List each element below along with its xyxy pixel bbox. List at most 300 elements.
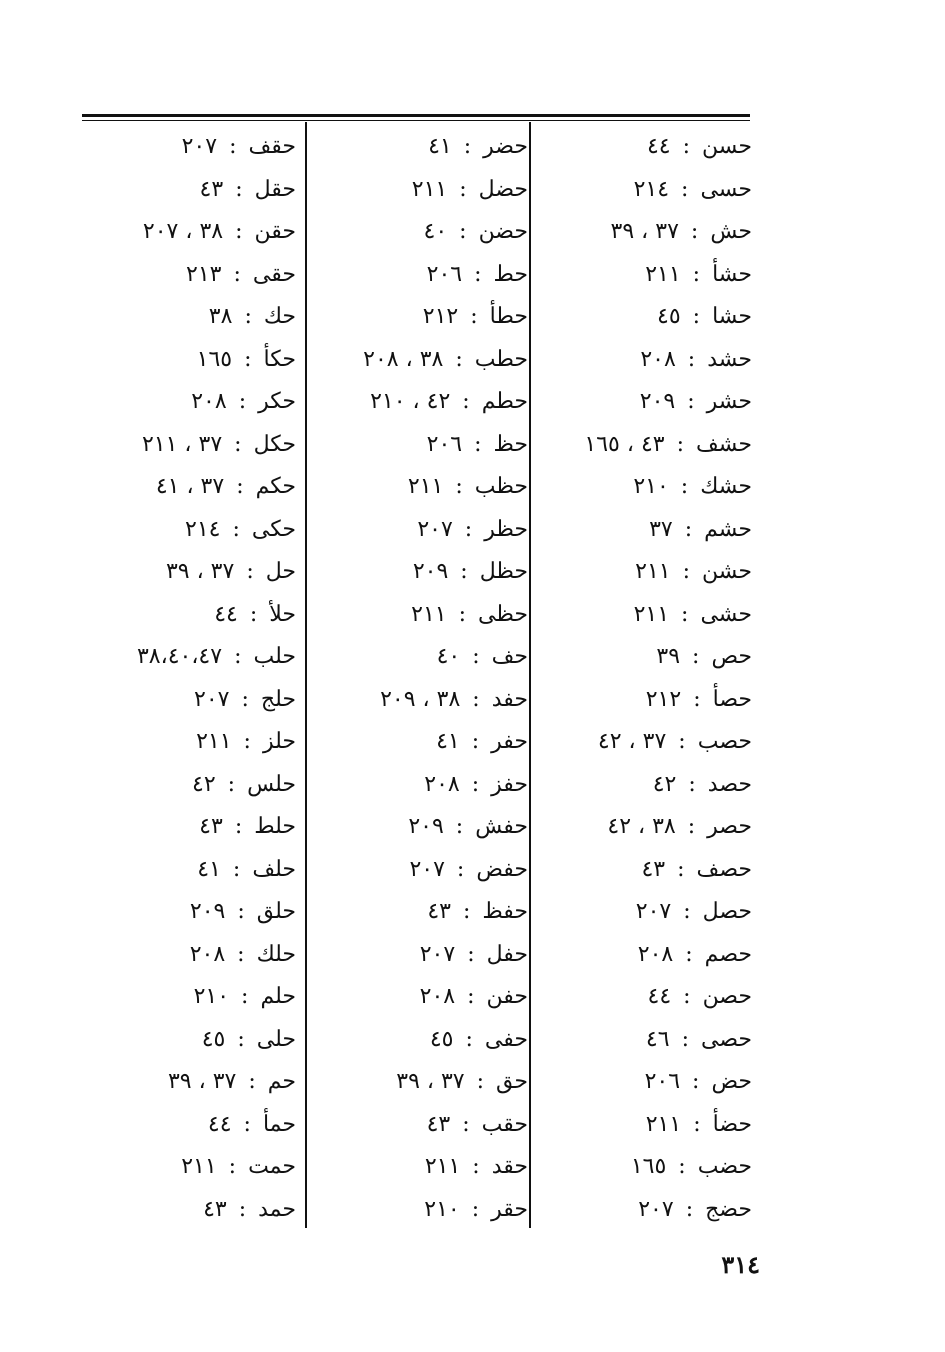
index-entry xyxy=(536,849,758,892)
entry-separator: : xyxy=(687,814,696,839)
entry-separator: : xyxy=(474,431,482,457)
index-entry xyxy=(536,679,758,722)
entry-word: حفظ xyxy=(482,899,528,924)
index-entry xyxy=(312,1019,534,1062)
entry-word: حص xyxy=(711,644,752,669)
entry-page-refs: ٤٥ xyxy=(429,1026,454,1052)
entry-separator: : xyxy=(683,984,691,1009)
entry-separator: : xyxy=(692,304,701,329)
index-column-middle xyxy=(312,126,534,1231)
index-entry xyxy=(80,1061,302,1104)
entry-word: حصر xyxy=(707,814,752,839)
entry-separator: : xyxy=(682,134,691,159)
entry-word: حشن xyxy=(702,559,752,584)
entry-separator: : xyxy=(693,1111,701,1137)
index-entry xyxy=(80,126,302,169)
index-entry xyxy=(80,1104,302,1147)
entry-separator: : xyxy=(680,474,689,499)
entry-page-refs: ٤٣ xyxy=(203,1196,227,1222)
entry-word: حكر xyxy=(258,389,296,414)
entry-page-refs: ٣٧ ، ٤١ xyxy=(155,474,225,499)
entry-page-refs: ٢١٠ xyxy=(424,1196,460,1222)
entry-separator: : xyxy=(682,559,691,584)
entry-word: حل xyxy=(265,559,296,584)
entry-separator: : xyxy=(463,134,472,159)
entry-word: حفى xyxy=(484,1026,528,1052)
entry-separator: : xyxy=(234,644,242,669)
entry-separator: : xyxy=(455,814,464,839)
index-entry xyxy=(536,296,758,339)
entry-separator: : xyxy=(684,516,693,542)
index-entry xyxy=(536,1019,758,1062)
entry-page-refs: ٢٠٦ xyxy=(426,431,463,457)
index-entry xyxy=(536,976,758,1019)
entry-page-refs: ٣٨،٤٠،٤٧ xyxy=(136,644,223,669)
entry-separator: : xyxy=(456,856,465,882)
index-entry xyxy=(536,1146,758,1189)
entry-separator: : xyxy=(232,856,241,882)
entry-word: حطب xyxy=(474,346,528,372)
index-entry xyxy=(536,254,758,297)
entry-page-refs: ٣٧ ، ٢١١ xyxy=(141,431,223,457)
entry-page-refs: ٤٣ xyxy=(199,176,224,202)
index-entry xyxy=(80,636,302,679)
entry-word: حلق xyxy=(256,899,296,924)
index-entry xyxy=(312,1104,534,1147)
entry-page-refs: ٣٧ xyxy=(649,516,673,542)
entry-page-refs: ٤٣ ، ١٦٥ xyxy=(584,431,665,457)
entry-word: حمت xyxy=(248,1154,296,1179)
index-entry xyxy=(536,169,758,212)
index-entry xyxy=(312,764,534,807)
index-column-right xyxy=(536,126,758,1231)
entry-separator: : xyxy=(462,389,470,414)
entry-word: حلب xyxy=(253,644,296,669)
index-entry xyxy=(80,1146,302,1189)
entry-separator: : xyxy=(227,771,236,797)
entry-word: حش xyxy=(710,219,752,244)
entry-separator: : xyxy=(460,559,468,584)
entry-separator: : xyxy=(459,176,467,202)
index-entry xyxy=(312,424,534,467)
index-entry xyxy=(312,211,534,254)
entry-word: حفن xyxy=(486,984,528,1009)
entry-separator: : xyxy=(237,1026,245,1052)
entry-word: حضن xyxy=(478,219,528,244)
entry-word: حمأ xyxy=(262,1111,296,1137)
entry-word: حلط xyxy=(254,814,296,839)
entry-page-refs: ٤٣ xyxy=(426,1111,451,1137)
index-entry xyxy=(80,891,302,934)
entry-separator: : xyxy=(677,856,685,882)
entry-page-refs: ٣٨ ، ٢٠٩ xyxy=(380,686,461,712)
entry-word: حسى xyxy=(700,176,752,202)
index-entry xyxy=(536,806,758,849)
entry-word: حقل xyxy=(254,176,296,202)
entry-page-refs: ٢٠٧ xyxy=(638,1196,674,1222)
index-entry xyxy=(312,551,534,594)
entry-separator: : xyxy=(462,899,471,924)
entry-page-refs: ٢١١ xyxy=(645,1111,682,1137)
entry-page-refs: ٤٤ xyxy=(207,1111,232,1137)
index-entry xyxy=(536,764,758,807)
entry-word: حطأ xyxy=(489,304,528,329)
index-entry xyxy=(312,254,534,297)
entry-word: حلس xyxy=(247,771,296,797)
index-entry xyxy=(312,679,534,722)
index-entry xyxy=(312,296,534,339)
entry-word: حصن xyxy=(702,984,752,1009)
index-entry xyxy=(80,764,302,807)
index-entry xyxy=(536,381,758,424)
entry-separator: : xyxy=(243,729,251,754)
index-entry xyxy=(536,1061,758,1104)
entry-word: حلف xyxy=(252,856,296,882)
entry-page-refs: ١٦٥ xyxy=(630,1154,667,1179)
index-entry xyxy=(312,126,534,169)
entry-separator: : xyxy=(467,941,475,967)
entry-word: حلأ xyxy=(269,601,296,627)
entry-separator: : xyxy=(241,686,249,712)
index-entry xyxy=(536,934,758,977)
entry-separator: : xyxy=(237,899,245,924)
entry-page-refs: ٢٠٨ xyxy=(419,984,456,1009)
entry-page-refs: ٢١١ xyxy=(196,729,232,754)
entry-page-refs: ٣٧ ، ٣٩ xyxy=(167,1069,237,1094)
entry-page-refs: ٤١ xyxy=(436,729,460,754)
entry-separator: : xyxy=(241,984,249,1009)
entry-page-refs: ٢١٠ xyxy=(633,474,669,499)
entry-separator: : xyxy=(688,771,696,797)
entry-page-refs: ٢٠٨ xyxy=(191,389,227,414)
entry-separator: : xyxy=(692,644,700,669)
index-entry xyxy=(536,1104,758,1147)
top-rule-thin xyxy=(82,120,750,121)
entry-page-refs: ٢١١ xyxy=(411,176,448,202)
index-entry xyxy=(80,466,302,509)
entry-page-refs: ٤٣ xyxy=(199,814,223,839)
entry-word: حقر xyxy=(491,1196,528,1222)
entry-word: حصأ xyxy=(712,686,752,712)
entry-word: حكأ xyxy=(263,346,296,372)
index-entry xyxy=(536,551,758,594)
index-entry xyxy=(80,721,302,764)
entry-separator: : xyxy=(243,1111,251,1137)
index-entry xyxy=(312,1061,534,1104)
entry-separator: : xyxy=(462,1111,470,1137)
entry-word: حمد xyxy=(258,1196,296,1222)
entry-page-refs: ٤٣ xyxy=(427,899,451,924)
entry-page-refs: ٤٤ xyxy=(646,134,671,159)
entry-word: حشر xyxy=(706,389,752,414)
entry-separator: : xyxy=(465,1026,473,1052)
entry-separator: : xyxy=(678,729,686,754)
entry-word: حط xyxy=(493,261,528,287)
entry-separator: : xyxy=(690,219,699,244)
entry-page-refs: ٣٨ ، ٢٠٧ xyxy=(142,219,224,244)
entry-word: حفر xyxy=(491,729,528,754)
entry-page-refs: ٢١٣ xyxy=(186,261,222,287)
entry-page-refs: ١٦٥ xyxy=(196,346,233,372)
entry-word: حصم xyxy=(704,941,752,967)
entry-page-refs: ٤١ xyxy=(197,856,221,882)
entry-page-refs: ٢١١ xyxy=(645,261,681,287)
entry-word: حكل xyxy=(253,431,296,457)
entry-page-refs: ٢٠٧ xyxy=(194,686,230,712)
entry-word: حصى xyxy=(700,1026,752,1052)
entry-page-refs: ٢٠٨ xyxy=(189,941,226,967)
entry-page-refs: ٤٢ xyxy=(652,771,677,797)
entry-separator: : xyxy=(249,601,258,627)
index-entry xyxy=(312,169,534,212)
entry-word: حفض xyxy=(476,856,528,882)
entry-separator: : xyxy=(236,474,244,499)
index-entry xyxy=(80,169,302,212)
entry-separator: : xyxy=(687,346,696,372)
index-entry xyxy=(312,509,534,552)
entry-page-refs: ٢٠٧ xyxy=(635,899,672,924)
entry-separator: : xyxy=(470,304,478,329)
index-entry xyxy=(536,891,758,934)
entry-separator: : xyxy=(458,601,467,627)
entry-separator: : xyxy=(476,1069,485,1094)
entry-page-refs: ٤٤ xyxy=(214,601,238,627)
index-entry xyxy=(312,806,534,849)
entry-word: حظل xyxy=(479,559,528,584)
entry-page-refs: ٢١١ xyxy=(411,601,447,627)
index-entry xyxy=(312,636,534,679)
entry-page-refs: ٢٠٨ xyxy=(424,771,460,797)
index-entry xyxy=(312,849,534,892)
index-entry xyxy=(80,339,302,382)
entry-separator: : xyxy=(235,176,243,202)
index-entry xyxy=(312,594,534,637)
entry-page-refs: ٣٨ ، ٤٢ xyxy=(607,814,676,839)
entry-word: حضر xyxy=(483,134,528,159)
entry-page-refs: ٤٢ ، ٢١٠ xyxy=(370,389,451,414)
entry-page-refs: ٢٠٧ xyxy=(181,134,218,159)
index-column-left xyxy=(80,126,302,1231)
entry-separator: : xyxy=(676,431,684,457)
entry-word: حشف xyxy=(696,431,752,457)
entry-page-refs: ٤٠ xyxy=(436,644,461,669)
entry-separator: : xyxy=(683,899,691,924)
entry-page-refs: ٢٠٦ xyxy=(644,1069,681,1094)
entry-page-refs: ٢١٤ xyxy=(633,176,670,202)
entry-separator: : xyxy=(692,261,701,287)
entry-page-refs: ٢٠٧ xyxy=(419,941,456,967)
entry-page-refs: ٤٠ xyxy=(423,219,448,244)
entry-page-refs: ٢٠٧ xyxy=(409,856,445,882)
entry-page-refs: ٢٠٦ xyxy=(426,261,463,287)
entry-page-refs: ٢٠٧ xyxy=(417,516,453,542)
entry-word: حلج xyxy=(260,686,296,712)
entry-separator: : xyxy=(471,729,480,754)
index-entry xyxy=(312,891,534,934)
entry-separator: : xyxy=(678,1154,686,1179)
index-entry xyxy=(312,934,534,977)
index-entry xyxy=(80,934,302,977)
index-entry xyxy=(536,339,758,382)
entry-word: حض xyxy=(711,1069,752,1094)
entry-word: حفل xyxy=(486,941,528,967)
entry-word: حطم xyxy=(481,389,528,414)
entry-page-refs: ٢١١ xyxy=(635,559,671,584)
index-entry xyxy=(312,721,534,764)
entry-word: حشا xyxy=(712,304,752,329)
entry-separator: : xyxy=(472,1154,480,1179)
entry-page-refs: ٢٠٩ xyxy=(408,814,444,839)
entry-word: حف xyxy=(491,644,528,669)
entry-separator: : xyxy=(248,1069,256,1094)
entry-page-refs: ٤٤ xyxy=(647,984,672,1009)
entry-word: حضب xyxy=(697,1154,752,1179)
entry-page-refs: ٣٧ ، ٣٩ xyxy=(610,219,679,244)
entry-word: حظر xyxy=(484,516,528,542)
index-entry xyxy=(80,679,302,722)
entry-page-refs: ٢٠٩ xyxy=(412,559,449,584)
entry-separator: : xyxy=(244,346,252,372)
entry-page-refs: ٤٣ xyxy=(641,856,666,882)
entry-page-refs: ٢١٠ xyxy=(193,984,230,1009)
entry-separator: : xyxy=(692,1069,700,1094)
entry-word: حسن xyxy=(702,134,752,159)
entry-word: حصد xyxy=(707,771,752,797)
entry-page-refs: ٢٠٩ xyxy=(189,899,226,924)
entry-page-refs: ٢١٢ xyxy=(645,686,682,712)
entry-page-refs: ٣٨ xyxy=(208,304,233,329)
entry-page-refs: ٢١١ xyxy=(181,1154,217,1179)
entry-separator: : xyxy=(474,261,482,287)
entry-page-refs: ٢٠٩ xyxy=(639,389,676,414)
entry-word: حظ xyxy=(493,431,528,457)
entry-page-refs: ٢١١ xyxy=(633,601,670,627)
entry-separator: : xyxy=(471,1196,480,1222)
entry-separator: : xyxy=(467,984,475,1009)
entry-separator: : xyxy=(471,771,480,797)
entry-separator: : xyxy=(685,1196,694,1222)
entry-separator: : xyxy=(455,474,463,499)
entry-page-refs: ٢٠٨ xyxy=(640,346,676,372)
entry-separator: : xyxy=(472,644,480,669)
entry-word: حشأ xyxy=(712,261,752,287)
entry-page-refs: ٢١١ xyxy=(424,1154,461,1179)
entry-page-refs: ٣٧ ، ٣٩ xyxy=(396,1069,465,1094)
entry-page-refs: ٤٢ xyxy=(192,771,216,797)
entry-page-refs: ٤٥ xyxy=(657,304,681,329)
entry-word: حلم xyxy=(260,984,296,1009)
entry-word: حضج xyxy=(705,1196,752,1222)
entry-word: حفش xyxy=(475,814,528,839)
entry-separator: : xyxy=(233,261,241,287)
entry-separator: : xyxy=(693,686,701,712)
index-entry xyxy=(80,381,302,424)
index-entry xyxy=(80,976,302,1019)
entry-page-refs: ٤٦ xyxy=(645,1026,670,1052)
entry-word: حفز xyxy=(491,771,528,797)
entry-word: حصف xyxy=(696,856,752,882)
entry-word: حشم xyxy=(704,516,752,542)
entry-separator: : xyxy=(472,686,480,712)
entry-word: حصل xyxy=(702,899,752,924)
index-entry xyxy=(80,296,302,339)
entry-word: حكم xyxy=(255,474,296,499)
entry-page-refs: ٣٨ ، ٢٠٨ xyxy=(363,346,444,372)
entry-word: حك xyxy=(263,304,296,329)
index-entry xyxy=(80,211,302,254)
index-entry xyxy=(536,721,758,764)
entry-word: حظى xyxy=(478,601,528,627)
index-entry xyxy=(80,594,302,637)
index-entry xyxy=(80,551,302,594)
index-entry xyxy=(312,1189,534,1232)
entry-page-refs: ٢١٢ xyxy=(422,304,459,329)
entry-separator: : xyxy=(238,389,247,414)
entry-page-refs: ٣٧ ، ٤٢ xyxy=(597,729,667,754)
index-entry xyxy=(536,126,758,169)
entry-separator: : xyxy=(235,219,243,244)
entry-word: حقف xyxy=(248,134,296,159)
entry-separator: : xyxy=(246,559,254,584)
index-entry xyxy=(536,424,758,467)
entry-separator: : xyxy=(459,219,467,244)
page-number: ٣١٤ xyxy=(721,1250,760,1279)
entry-word: حظب xyxy=(474,474,528,499)
entry-separator: : xyxy=(232,516,240,542)
index-entry xyxy=(536,594,758,637)
entry-word: حشى xyxy=(700,601,752,627)
entry-word: حم xyxy=(267,1069,296,1094)
entry-separator: : xyxy=(234,431,242,457)
index-entry xyxy=(80,806,302,849)
entry-page-refs: ٤١ xyxy=(428,134,452,159)
entry-word: حق xyxy=(496,1069,528,1094)
entry-word: حشد xyxy=(707,346,752,372)
entry-page-refs: ٢١١ xyxy=(407,474,444,499)
entry-word: حقب xyxy=(481,1111,528,1137)
index-entry xyxy=(536,509,758,552)
entry-separator: : xyxy=(681,601,689,627)
entry-page-refs: ٤٥ xyxy=(201,1026,226,1052)
entry-word: حلك xyxy=(256,941,296,967)
index-entry xyxy=(80,509,302,552)
index-entry xyxy=(80,1189,302,1232)
entry-separator: : xyxy=(228,1154,237,1179)
index-entry xyxy=(312,976,534,1019)
entry-separator: : xyxy=(681,176,689,202)
index-entry xyxy=(536,1189,758,1232)
entry-separator: : xyxy=(229,134,237,159)
column-divider xyxy=(305,122,307,1228)
index-entry xyxy=(536,636,758,679)
entry-page-refs: ٣٧ ، ٣٩ xyxy=(165,559,235,584)
entry-word: حضأ xyxy=(712,1111,752,1137)
index-entry xyxy=(312,1146,534,1189)
index-entry xyxy=(312,381,534,424)
entry-separator: : xyxy=(238,1196,247,1222)
index-entry xyxy=(80,1019,302,1062)
entry-page-refs: ٣٩ xyxy=(656,644,681,669)
entry-separator: : xyxy=(687,389,695,414)
entry-word: حقى xyxy=(252,261,296,287)
entry-separator: : xyxy=(464,516,473,542)
index-entry xyxy=(312,466,534,509)
top-rule-thick xyxy=(82,114,750,117)
entry-word: حفد xyxy=(491,686,528,712)
index-entry xyxy=(536,211,758,254)
entry-page-refs: ٢٠٨ xyxy=(637,941,674,967)
entry-word: حضل xyxy=(478,176,528,202)
